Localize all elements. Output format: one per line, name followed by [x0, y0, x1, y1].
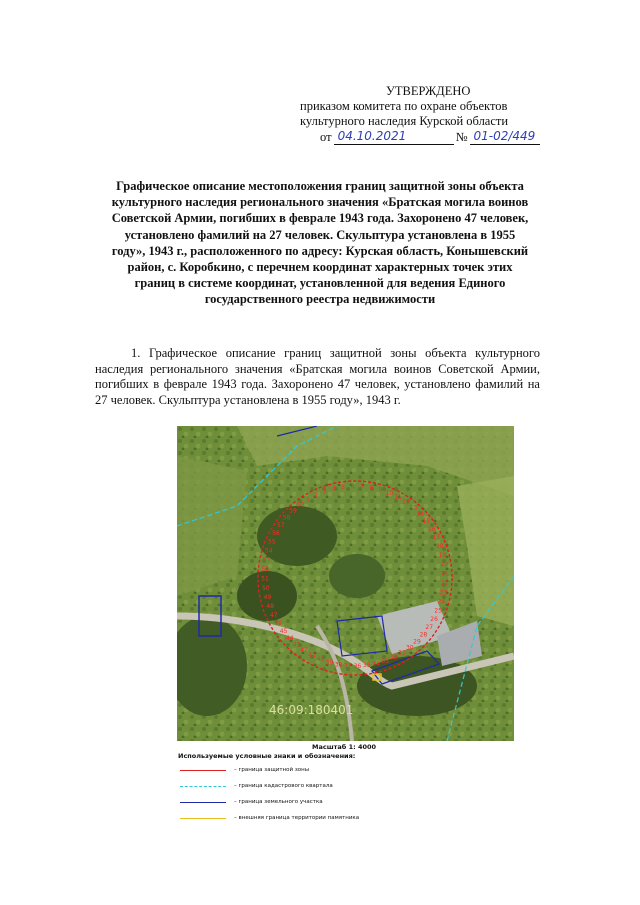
zone-point-label: 27: [425, 624, 434, 631]
legend-label: – граница кадастрового квартала: [234, 783, 333, 789]
zone-point-label: 26: [430, 615, 438, 623]
zone-point-label: 13: [409, 504, 418, 512]
zone-point-label: 51: [261, 575, 269, 583]
legend-item-monument-territory: [180, 810, 440, 826]
zone-point-label: 14: [416, 511, 425, 518]
zone-point-label: 21: [441, 570, 449, 578]
legend-item-protection-zone: [180, 762, 440, 778]
legend-item-cadastral-quarter: [180, 778, 440, 794]
field-west: [177, 456, 247, 596]
zone-point-label: 31: [398, 649, 406, 657]
zone-point-label: 32: [389, 654, 398, 662]
legend-symbol: [180, 802, 226, 803]
zone-point-label: 30: [405, 644, 414, 652]
legend-title: Используемые условные знаки и обозначения:: [178, 752, 356, 760]
zone-point-label: 7: [360, 483, 364, 491]
zone-point-label: 33: [381, 657, 389, 665]
zone-point-label: 20: [440, 561, 449, 569]
zone-point-label: 44: [285, 635, 294, 642]
legend-item-land-plot: [180, 794, 440, 810]
zone-point-label: 60: [296, 501, 305, 509]
zone-point-label: 38: [334, 661, 343, 669]
zone-point-label: 40: [316, 656, 325, 664]
zone-point-label: 28: [419, 631, 428, 639]
tree-cluster: [329, 554, 385, 598]
zone-point-label: 35: [362, 662, 371, 670]
zone-point-label: 11: [394, 493, 402, 501]
zone-point-label: 45: [279, 627, 288, 635]
zone-point-label: 34: [372, 660, 380, 668]
approval-title: УТВЕРЖДЕНО: [386, 84, 471, 98]
zone-point-label: 56: [272, 530, 280, 538]
zone-point-label: 3: [322, 488, 327, 496]
legend-symbol: [180, 818, 226, 819]
cadastral-label: 46:09:180401: [269, 703, 354, 717]
zone-point-label: 16: [427, 526, 436, 533]
legend: [180, 762, 440, 826]
zone-point-label: 55: [267, 538, 276, 546]
zone-point-label: 17: [432, 534, 441, 542]
zone-point-label: 29: [413, 638, 421, 646]
legend-symbol: [180, 786, 226, 787]
zone-point-label: 18: [435, 542, 444, 550]
document-heading: Графическое описание местоположения границ защитной зоны объекта культурного наследия регионального значения «Братская могила воинов Советской Армии, погибших в феврале 1943 года. Захоронено 47 человек, установлено фамилий на 27 человек. Скульптура установлена в 1955 году», 1943 г., расположенного по адресу: Курская область, Конышевский район, с. Коробкино, с перечнем координат характерных точек этих границ в системе координат, установленной для ведения Единого государственного реестра недвижимости: [111, 179, 529, 307]
zone-point-label: 47: [269, 611, 278, 619]
legend-label: – граница защитной зоны: [234, 767, 310, 773]
zone-point-label: 36: [353, 663, 362, 670]
zone-point-label: 46: [274, 620, 283, 627]
zone-point-label: 10: [385, 489, 394, 497]
zone-point-label: 37: [344, 662, 352, 670]
zone-point-label: 12: [402, 498, 410, 506]
number-label: №: [455, 130, 468, 144]
zone-point-label: 41: [308, 652, 316, 660]
zone-point-label: 22: [440, 580, 449, 587]
zone-point-label: 57: [276, 522, 285, 529]
zone-point-label: 4: [332, 485, 336, 493]
handwritten-date: 04.10.2021: [334, 129, 454, 145]
zone-point-label: 19: [438, 552, 447, 559]
zone-point-label: 48: [266, 603, 275, 611]
zone-point-label: 58: [282, 514, 291, 522]
satellite-map: [177, 426, 514, 741]
zone-point-label: 2: [314, 491, 319, 499]
zone-point-label: 53: [262, 556, 271, 564]
handwritten-number: 01-02/449: [470, 129, 540, 145]
zone-point-label: 23: [439, 589, 448, 597]
legend-symbol: [180, 770, 226, 771]
legend-label: – граница земельного участка: [234, 799, 323, 805]
approval-line-2: культурного наследия Курской области: [300, 114, 509, 128]
legend-label: – внешняя граница территории памятника: [234, 815, 360, 821]
approval-block: [300, 84, 570, 145]
zone-point-label: 15: [422, 518, 431, 526]
zone-point-label: 54: [264, 547, 273, 555]
zone-point-label: 39: [325, 659, 334, 667]
paragraph-1: 1. Графическое описание границ защитной зоны объекта культурного наследия регионального значения «Братская могила воинов Советской Армии, погибших в феврале 1943 года. Захоронено 47 человек, установлено фамилий на 27 человек. Скульптура установлена в 1955 году», 1943 г.: [95, 346, 540, 407]
zone-point-label: 1: [306, 496, 310, 504]
zone-point-label: 52: [261, 566, 270, 573]
zone-point-label: 8: [369, 484, 374, 492]
zone-point-label: 24: [437, 598, 446, 606]
zone-point-label: 25: [434, 607, 443, 615]
zone-point-label: 5: [341, 483, 346, 491]
zone-point-label: 6: [350, 483, 355, 490]
zone-point-label: 59: [289, 507, 297, 515]
zone-point-label: 50: [261, 584, 270, 592]
zone-point-label: 49: [263, 594, 272, 601]
zone-point-label: 43: [292, 641, 301, 649]
approval-signature-line: [320, 129, 570, 145]
date-label: от: [320, 130, 332, 144]
map-scale: Масштаб 1: 4000: [312, 743, 377, 751]
approval-line-1: приказом комитета по охране объектов: [300, 99, 508, 113]
zone-point-label: 9: [378, 486, 383, 494]
zone-point-label: 42: [300, 647, 308, 655]
